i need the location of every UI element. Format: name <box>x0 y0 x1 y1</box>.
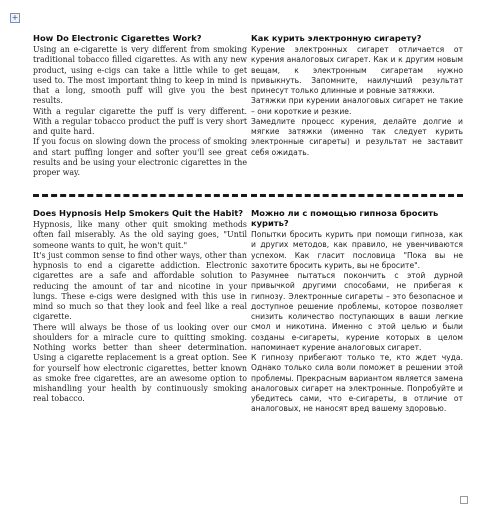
article-gipnoz <box>251 208 463 415</box>
paragraph: Курение электронных сигарет отличается от курения аналоговых сигарет. Как и к другим новым вещам, к электронным сигаретам нужно привыкнуть. Запомните, наилучший результат принесут только длинные и ровные затяжки. <box>251 45 463 95</box>
paragraph: Затяжки при курении аналоговых сигарет не такие – они короткие и резкие. <box>251 96 463 116</box>
article-title: Does Hypnosis Help Smokers Quit the Habit? <box>33 208 244 218</box>
paragraph: Замедлите процесс курения, делайте долгие и мягкие затяжки (именно так следует курить электронные сигареты) и результат не заставит себя ожидать. <box>251 116 463 157</box>
section-divider <box>33 194 247 197</box>
article-title: Можно ли с помощью гипноза бросить курить? <box>251 208 439 228</box>
paragraph: К гипнозу прибегают только те, кто ждет чуда. Однако только сила воли поможет в решении этой проблемы. Прекрасным вариантом является замена аналоговых сигарет на электронные. Попробуйте и убедитесь сами, что е-сигареты, в отличие от аналоговых, не наносят вред вашему здоровью. <box>251 353 463 414</box>
article-title: Как курить электронную сигарету? <box>251 33 422 43</box>
article-hypnosis <box>33 208 247 405</box>
article-kak-kurit <box>251 33 463 158</box>
article-how-ecigs-work <box>33 33 247 178</box>
page-corner-marker <box>460 496 468 504</box>
paragraph: It's just common sense to find other ways, other than hypnosis to end a cigarette addiction. Electronic cigarettes are a safe and affordable solution to reducing the amount of tar and nicotine in your lungs. These e-cigs were designed with this use in mind so much so that they look and feel like a real cigarette. <box>33 250 247 322</box>
article-title: How Do Electronic Cigarettes Work? <box>33 33 202 43</box>
move-handle-icon[interactable]: + <box>11 13 19 22</box>
paragraph: Using an e-cigarette is very different from smoking traditional tobacco filled cigarettes. As with any new product, using e-cigs can take a little while to get used to. The most important thing to keep in mind is that a long, smooth puff will give you the best results. <box>33 45 247 106</box>
paragraph: If you focus on slowing down the process of smoking and start puffing longer and softer you'll see great results and be using your electronic cigarettes in the proper way. <box>33 137 247 177</box>
section-divider <box>251 194 463 197</box>
paragraph: Hypnosis, like many other quit smoking methods often fail miserably. As the old saying goes, "Until someone wants to quit, he won't quit." <box>33 220 247 250</box>
paragraph: Разумнее пытаться покончить с этой дурной привычкой другими способами, не прибегая к гипнозу. Электронные сигареты – это безопасное и доступное решение проблемы, которое позволяет снизить количество поступающих в ваши легкие смол и никотина. Именно с этой целью и были созданы е-сигареты, курение которых в целом напоминает курение аналоговых сигарет. <box>251 271 463 352</box>
paragraph: Попытки бросить курить при помощи гипноза, как и других методов, как правило, не увенчиваются успехом. Как гласит пословица "Пока вы не захотите бросить курить, вы не бросите". <box>251 230 463 270</box>
paragraph: With a regular cigarette the puff is very different. With a regular tobacco product the puff is very short and quite hard. <box>33 106 247 136</box>
paragraph: There will always be those of us looking over our shoulders for a miracle cure to quitting smoking. Nothing works better than sheer determination. Using a cigarette replacement is a great option. See for yourself how electronic cigarettes, better known as smoke free cigarettes, are an awesome option to mishandling your health by continuously smoking real tobacco. <box>33 322 247 404</box>
